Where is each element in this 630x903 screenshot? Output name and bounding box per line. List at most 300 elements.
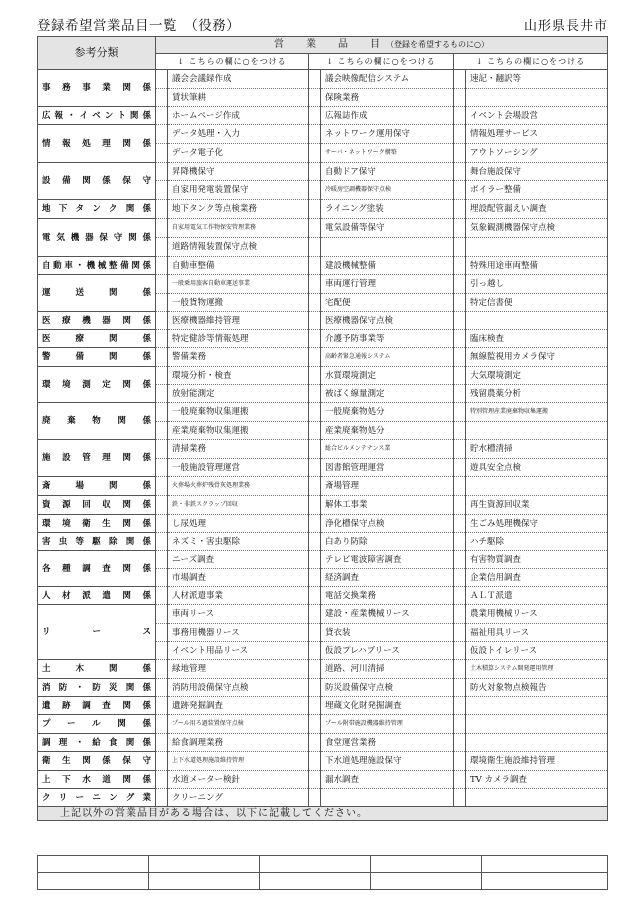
business-item: 電気設備等保守	[321, 219, 454, 238]
category-cell: 人材派遣関係	[38, 587, 156, 605]
business-item: 生ごみ処理機保守	[466, 515, 608, 533]
table-row	[38, 348, 608, 367]
check-mark-cell[interactable]	[309, 163, 321, 181]
check-mark-cell[interactable]	[156, 477, 168, 496]
check-mark-cell[interactable]	[156, 294, 168, 312]
check-mark-cell[interactable]	[309, 789, 321, 807]
check-mark-cell[interactable]	[156, 642, 168, 660]
table-row	[38, 163, 608, 181]
table-row	[38, 660, 608, 679]
business-item: 広報誌作成	[321, 107, 454, 125]
business-item: 議会会議録作成	[168, 70, 309, 89]
business-item: 一般廃棄物収集運搬	[168, 403, 309, 422]
check-mark-cell[interactable]	[309, 715, 321, 734]
check-mark-cell[interactable]	[454, 605, 466, 624]
footer-note: 上記以外の営業品目がある場合は、以下に記載してください。	[38, 807, 608, 821]
business-item: 一般乗用旅客自動車運送事業	[168, 275, 309, 294]
check-mark-cell[interactable]	[156, 367, 168, 385]
check-mark-cell[interactable]	[454, 569, 466, 587]
table-row	[38, 70, 608, 89]
table-row	[38, 200, 608, 219]
business-item: 一般施設管理運営	[168, 459, 309, 477]
document-header	[37, 14, 608, 34]
check-mark-cell[interactable]	[309, 403, 321, 422]
check-mark-cell[interactable]	[156, 107, 168, 125]
table-row	[38, 771, 608, 789]
business-item: 人材派遣事業	[168, 587, 309, 605]
free-entry-cell[interactable]	[38, 873, 149, 890]
table-row	[38, 515, 608, 533]
business-item: 市場調査	[168, 569, 309, 587]
business-item: 事務用機器リース	[168, 624, 309, 642]
business-item: 埋蔵文化財発掘調査	[321, 697, 454, 715]
check-mark-cell[interactable]	[309, 422, 321, 440]
check-mark-cell[interactable]	[454, 533, 466, 551]
check-mark-cell[interactable]	[454, 789, 466, 807]
free-entry-cell[interactable]	[149, 856, 260, 873]
check-mark-cell[interactable]	[309, 660, 321, 679]
check-mark-cell[interactable]	[454, 144, 466, 163]
check-mark-cell[interactable]	[156, 219, 168, 238]
check-mark-cell[interactable]	[309, 144, 321, 163]
check-mark-cell[interactable]	[454, 70, 466, 89]
business-item: 農業用機械リース	[466, 605, 608, 624]
check-mark-cell[interactable]	[454, 200, 466, 219]
business-items-table	[37, 36, 608, 821]
business-item: 一般廃棄物処分	[321, 403, 454, 422]
check-mark-cell[interactable]	[309, 385, 321, 403]
category-cell: クリーニング業	[38, 789, 156, 807]
check-mark-cell[interactable]	[454, 275, 466, 294]
category-cell: 警備関係	[38, 348, 156, 367]
business-item: 情報処理サービス	[466, 125, 608, 144]
check-mark-cell[interactable]	[156, 752, 168, 771]
business-item: 自動車整備	[168, 257, 309, 275]
check-mark-cell[interactable]	[156, 312, 168, 330]
business-item: 遊具安全点検	[466, 459, 608, 477]
check-mark-cell[interactable]	[309, 569, 321, 587]
check-mark-cell[interactable]	[156, 385, 168, 403]
check-mark-cell[interactable]	[156, 440, 168, 459]
business-item: 医療機器保守点検	[321, 312, 454, 330]
business-item: 医療機器維持管理	[168, 312, 309, 330]
business-item: ネットワーク運用保守	[321, 125, 454, 144]
business-item: 斎場管理	[321, 477, 454, 496]
check-mark-cell[interactable]	[454, 125, 466, 144]
business-item: 貯水槽清掃	[466, 440, 608, 459]
check-mark-cell[interactable]	[156, 459, 168, 477]
check-mark-cell[interactable]	[309, 330, 321, 348]
check-mark-cell[interactable]	[309, 200, 321, 219]
check-mark-cell[interactable]	[156, 275, 168, 294]
business-item: 企業信用調査	[466, 569, 608, 587]
check-mark-cell[interactable]	[156, 89, 168, 107]
table-row	[38, 107, 608, 125]
business-item: 特定信書便	[466, 294, 608, 312]
business-item: 特殊用途車両整備	[466, 257, 608, 275]
business-item: 鉄・非鉄スクラップ回収	[168, 496, 309, 515]
business-item: 残留農薬分析	[466, 385, 608, 403]
check-mark-cell[interactable]	[454, 89, 466, 107]
business-item: 舞台施設保守	[466, 163, 608, 181]
free-entry-cell[interactable]	[38, 856, 149, 873]
check-mark-cell[interactable]	[156, 348, 168, 367]
business-item: 経済調査	[321, 569, 454, 587]
business-item: 道路、河川清掃	[321, 660, 454, 679]
business-item: クリーニング	[168, 789, 309, 807]
check-mark-cell[interactable]	[156, 624, 168, 642]
business-item: 下水道処理施設保守	[321, 752, 454, 771]
check-mark-cell[interactable]	[309, 752, 321, 771]
table-row	[38, 275, 608, 294]
table-row	[38, 697, 608, 715]
category-cell: 情報処理関係	[38, 125, 156, 163]
category-cell: プール関係	[38, 715, 156, 734]
category-cell: 斎場関係	[38, 477, 156, 496]
business-item: TV カメラ調査	[466, 771, 608, 789]
category-cell: 各種調査関係	[38, 551, 156, 587]
category-cell: 設備関係保守	[38, 163, 156, 200]
free-entry-cell[interactable]	[260, 856, 371, 873]
check-mark-cell[interactable]	[309, 219, 321, 238]
free-entry-cell[interactable]	[482, 856, 608, 873]
table-row	[38, 605, 608, 624]
table-row	[38, 125, 608, 144]
business-item: 水質環境測定	[321, 367, 454, 385]
table-row	[38, 715, 608, 734]
check-mark-cell[interactable]	[156, 771, 168, 789]
check-mark-cell[interactable]	[156, 200, 168, 219]
check-mark-cell[interactable]	[156, 551, 168, 569]
check-mark-cell[interactable]	[454, 752, 466, 771]
table-row	[38, 734, 608, 752]
business-item: ネズミ・害虫駆除	[168, 533, 309, 551]
category-cell: 施設管理関係	[38, 440, 156, 477]
business-item: 介護予防事業等	[321, 330, 454, 348]
business-item: 食堂運営業務	[321, 734, 454, 752]
category-cell: 害虫等駆除関係	[38, 533, 156, 551]
check-mark-cell[interactable]	[454, 238, 466, 257]
check-mark-cell[interactable]	[309, 624, 321, 642]
check-mark-cell[interactable]	[156, 789, 168, 807]
check-mark-cell[interactable]	[454, 312, 466, 330]
check-mark-cell[interactable]	[454, 697, 466, 715]
business-item	[466, 422, 608, 440]
category-cell: 環境衛生関係	[38, 515, 156, 533]
category-cell: 医療機器関係	[38, 312, 156, 330]
table-row	[38, 496, 608, 515]
check-mark-cell[interactable]	[454, 385, 466, 403]
business-item: 漏水調査	[321, 771, 454, 789]
check-mark-cell[interactable]	[309, 496, 321, 515]
free-entry-cell[interactable]	[371, 856, 482, 873]
business-item: 遺跡発掘調査	[168, 697, 309, 715]
check-mark-cell[interactable]	[156, 330, 168, 348]
check-mark-cell[interactable]	[309, 89, 321, 107]
check-mark-cell[interactable]	[309, 125, 321, 144]
business-item	[321, 238, 454, 257]
category-cell: リース	[38, 605, 156, 660]
check-mark-cell[interactable]	[309, 459, 321, 477]
business-item: 被ばく線量測定	[321, 385, 454, 403]
business-item: 道路情報装置保守点検	[168, 238, 309, 257]
business-item: 環境衛生施設維持管理	[466, 752, 608, 771]
check-mark-cell[interactable]	[156, 569, 168, 587]
business-item	[466, 789, 608, 807]
check-mark-cell[interactable]	[454, 422, 466, 440]
check-mark-cell[interactable]	[156, 181, 168, 200]
table-row	[38, 551, 608, 569]
table-row	[38, 403, 608, 422]
business-item	[466, 238, 608, 257]
category-cell: 調理・給食関係	[38, 734, 156, 752]
business-item: 仮設トイレリース	[466, 642, 608, 660]
items-header: 営 業 品 目（登録を希望するものに○）	[156, 37, 608, 54]
check-mark-cell[interactable]	[309, 238, 321, 257]
check-mark-cell[interactable]	[309, 275, 321, 294]
business-item: 白あり防除	[321, 533, 454, 551]
check-mark-cell[interactable]	[156, 587, 168, 605]
business-item: 福祉用具リース	[466, 624, 608, 642]
business-item: 冷暖房空調機器保守点検	[321, 181, 454, 200]
business-item: 放射能測定	[168, 385, 309, 403]
business-item: し尿処理	[168, 515, 309, 533]
category-cell: 地下タンク関係	[38, 200, 156, 219]
business-item: 一般貨物運搬	[168, 294, 309, 312]
business-item	[321, 789, 454, 807]
check-mark-cell[interactable]	[156, 125, 168, 144]
check-mark-cell[interactable]	[454, 181, 466, 200]
check-mark-cell[interactable]	[454, 679, 466, 697]
table-row	[38, 367, 608, 385]
business-item: 自家用発電装置保守	[168, 181, 309, 200]
business-item: 特別管理産業廃棄物収集運搬	[466, 403, 608, 422]
table-row	[38, 312, 608, 330]
check-mark-cell[interactable]	[454, 477, 466, 496]
business-item: 地下タンク等点検業務	[168, 200, 309, 219]
business-item: 建設機械整備	[321, 257, 454, 275]
business-item: 土木積算システム開発運用管理	[466, 660, 608, 679]
check-mark-cell[interactable]	[454, 642, 466, 660]
business-item: 再生資源回収業	[466, 496, 608, 515]
business-item: 自家用電気工作物保安管理業務	[168, 219, 309, 238]
free-entry-cell[interactable]	[260, 873, 371, 890]
business-item: 速記・翻訳等	[466, 70, 608, 89]
business-item: 警備業務	[168, 348, 309, 367]
business-item: 解体工事業	[321, 496, 454, 515]
table-row	[38, 789, 608, 807]
business-item: プール附帯施設機器維持管理	[321, 715, 454, 734]
check-mark-cell[interactable]	[156, 515, 168, 533]
business-item: 清掃業務	[168, 440, 309, 459]
business-item: 火葬場火葬炉残骨灰処理業務	[168, 477, 309, 496]
check-mark-cell[interactable]	[454, 440, 466, 459]
check-mark-cell[interactable]	[309, 697, 321, 715]
table-row	[38, 587, 608, 605]
business-item: 上下水道処理施設維持管理	[168, 752, 309, 771]
check-mark-cell[interactable]	[454, 515, 466, 533]
check-mark-cell[interactable]	[309, 312, 321, 330]
table-row	[38, 533, 608, 551]
check-mark-cell[interactable]	[454, 403, 466, 422]
table-row	[38, 257, 608, 275]
business-item: データ電子化	[168, 144, 309, 163]
business-item: 車両リース	[168, 605, 309, 624]
check-mark-cell[interactable]	[454, 587, 466, 605]
business-item: 産業廃棄物処分	[321, 422, 454, 440]
check-mark-cell[interactable]	[454, 771, 466, 789]
check-mark-cell[interactable]	[156, 697, 168, 715]
business-item: 昇降機保守	[168, 163, 309, 181]
business-item: 建設・産業機械リース	[321, 605, 454, 624]
business-item: サーバ・ネットワーク構築	[321, 144, 454, 163]
business-item: 気象観測機器保守点検	[466, 219, 608, 238]
business-item: 特定健診等情報処理	[168, 330, 309, 348]
check-mark-cell[interactable]	[309, 515, 321, 533]
check-mark-cell[interactable]	[156, 496, 168, 515]
check-mark-cell[interactable]	[156, 403, 168, 422]
check-mark-cell[interactable]	[309, 734, 321, 752]
business-item	[466, 715, 608, 734]
category-cell: 電気機器保守関係	[38, 219, 156, 257]
check-mark-cell[interactable]	[309, 107, 321, 125]
business-item: 緑地管理	[168, 660, 309, 679]
business-item: 高齢者緊急通報システム	[321, 348, 454, 367]
business-item: 図書館管理運営	[321, 459, 454, 477]
business-item: 臨床検査	[466, 330, 608, 348]
table-row	[38, 219, 608, 238]
check-mark-cell[interactable]	[156, 163, 168, 181]
free-entry-table	[37, 855, 608, 890]
check-mark-cell[interactable]	[309, 679, 321, 697]
business-item: 引っ越し	[466, 275, 608, 294]
table-row	[38, 679, 608, 697]
check-mark-cell[interactable]	[454, 294, 466, 312]
business-item: 自動ドア保守	[321, 163, 454, 181]
category-cell: 事務事業関係	[38, 70, 156, 107]
check-mark-cell[interactable]	[309, 257, 321, 275]
free-entry-cell[interactable]	[371, 873, 482, 890]
check-mark-cell[interactable]	[309, 348, 321, 367]
check-mark-cell[interactable]	[309, 605, 321, 624]
check-mark-cell[interactable]	[156, 660, 168, 679]
check-mark-cell[interactable]	[156, 144, 168, 163]
category-cell: 土木関係	[38, 660, 156, 679]
business-item: プール用ろ過装置保守点検	[168, 715, 309, 734]
table-row	[38, 752, 608, 771]
check-mark-cell[interactable]	[156, 605, 168, 624]
table-row	[38, 477, 608, 496]
check-mark-cell[interactable]	[454, 496, 466, 515]
check-mark-cell[interactable]	[454, 330, 466, 348]
category-cell: 廃棄物関係	[38, 403, 156, 440]
check-mark-cell[interactable]	[309, 440, 321, 459]
business-item: イベント会場設営	[466, 107, 608, 125]
check-mark-cell[interactable]	[309, 294, 321, 312]
category-header: 参考分類	[38, 37, 156, 70]
category-cell: 環境測定関係	[38, 367, 156, 403]
free-entry-cell[interactable]	[149, 873, 260, 890]
check-mark-cell[interactable]	[309, 551, 321, 569]
column-hint: ↓ こちらの欄に○をつける	[454, 54, 608, 70]
business-item: 水道メーター検針	[168, 771, 309, 789]
business-item: アウトソーシング	[466, 144, 608, 163]
category-cell: 運送関係	[38, 275, 156, 312]
business-item: 総合ビルメンテナンス業	[321, 440, 454, 459]
business-item: データ処理・入力	[168, 125, 309, 144]
category-cell: 資源回収関係	[38, 496, 156, 515]
business-item: 給食調理業務	[168, 734, 309, 752]
check-mark-cell[interactable]	[309, 587, 321, 605]
check-mark-cell[interactable]	[309, 642, 321, 660]
check-mark-cell[interactable]	[309, 367, 321, 385]
business-item: 埋設配管漏えい調査	[466, 200, 608, 219]
category-cell: 広報・イベント関係	[38, 107, 156, 125]
business-item: 議会映像配信システム	[321, 70, 454, 89]
check-mark-cell[interactable]	[454, 163, 466, 181]
items-header-note: （登録を希望するものに○）	[386, 40, 490, 49]
check-mark-cell[interactable]	[156, 533, 168, 551]
check-mark-cell[interactable]	[309, 533, 321, 551]
table-row	[38, 440, 608, 459]
check-mark-cell[interactable]	[454, 107, 466, 125]
business-item: ハチ駆除	[466, 533, 608, 551]
check-mark-cell[interactable]	[156, 257, 168, 275]
check-mark-cell[interactable]	[454, 624, 466, 642]
business-item: 貸衣装	[321, 624, 454, 642]
check-mark-cell[interactable]	[156, 734, 168, 752]
category-cell: 医療関係	[38, 330, 156, 348]
check-mark-cell[interactable]	[309, 70, 321, 89]
check-mark-cell[interactable]	[454, 257, 466, 275]
document-title: 登録希望営業品目一覧 （役務）	[37, 18, 241, 34]
category-cell: 遺跡調査関係	[38, 697, 156, 715]
business-item: 大気環境測定	[466, 367, 608, 385]
business-item: ライニング塗装	[321, 200, 454, 219]
check-mark-cell[interactable]	[454, 459, 466, 477]
check-mark-cell[interactable]	[309, 771, 321, 789]
category-cell: 上下水道関係	[38, 771, 156, 789]
business-item: 浄化槽保守点検	[321, 515, 454, 533]
check-mark-cell[interactable]	[309, 477, 321, 496]
check-mark-cell[interactable]	[309, 181, 321, 200]
check-mark-cell[interactable]	[156, 715, 168, 734]
business-item	[466, 734, 608, 752]
check-mark-cell[interactable]	[156, 70, 168, 89]
check-mark-cell[interactable]	[454, 348, 466, 367]
check-mark-cell[interactable]	[454, 660, 466, 679]
business-item: 消防用設備保守点検	[168, 679, 309, 697]
check-mark-cell[interactable]	[454, 715, 466, 734]
business-item	[466, 312, 608, 330]
check-mark-cell[interactable]	[454, 734, 466, 752]
business-item: 防災設備保守点検	[321, 679, 454, 697]
business-item: 保険業務	[321, 89, 454, 107]
business-item: ホームページ作成	[168, 107, 309, 125]
business-item: ボイラー整備	[466, 181, 608, 200]
check-mark-cell[interactable]	[156, 679, 168, 697]
check-mark-cell[interactable]	[454, 367, 466, 385]
business-item: 有害物質調査	[466, 551, 608, 569]
category-cell: 自動車・機械整備関係	[38, 257, 156, 275]
check-mark-cell[interactable]	[156, 422, 168, 440]
business-item	[466, 89, 608, 107]
free-entry-cell[interactable]	[482, 873, 608, 890]
business-item: 賃状筆耕	[168, 89, 309, 107]
check-mark-cell[interactable]	[156, 238, 168, 257]
check-mark-cell[interactable]	[454, 219, 466, 238]
check-mark-cell[interactable]	[454, 551, 466, 569]
